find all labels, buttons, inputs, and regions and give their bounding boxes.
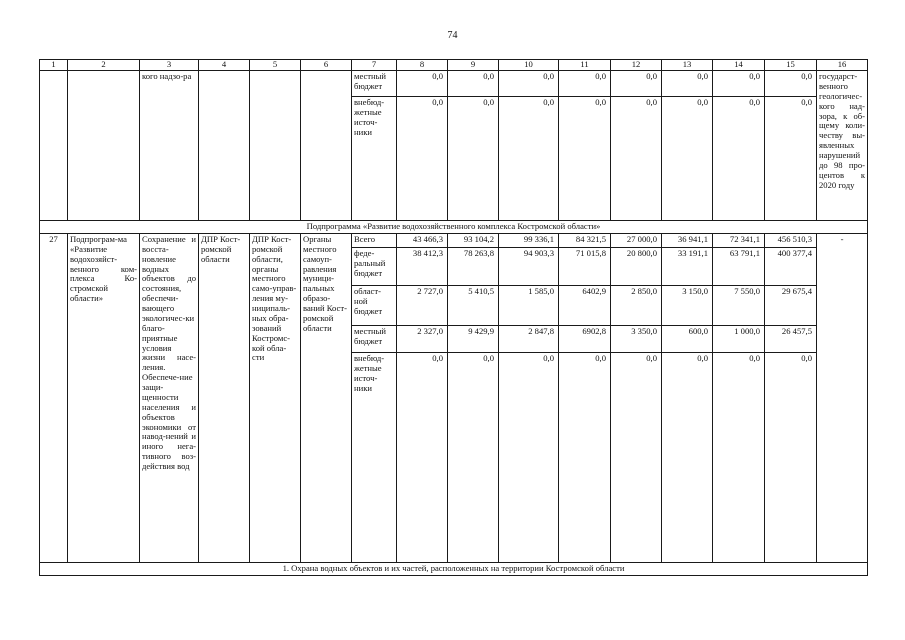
cont-indicator-text: государст-венного геологичес-кого над-зора, к об-щему коли-честву вы-явленных нарушений до 98 про-центов к 2020 году <box>817 71 868 221</box>
column-number: 13 <box>662 60 713 71</box>
column-number: 7 <box>352 60 397 71</box>
value-cell: 36 941,1 <box>662 233 713 247</box>
value-cell: 0,0 <box>662 71 713 97</box>
value-cell: 0,0 <box>397 352 448 562</box>
program-table <box>39 59 868 576</box>
value-cell: 0,0 <box>611 352 662 562</box>
subprogram-name: Подпрограм-ма «Развитие водохозяйст-венного ком-плекса Ко-стромской области» <box>68 233 140 562</box>
value-cell: 26 457,5 <box>765 325 817 352</box>
column-number: 1 <box>40 60 68 71</box>
value-cell: 0,0 <box>713 71 765 97</box>
value-cell: 2 327,0 <box>397 325 448 352</box>
value-cell: 0,0 <box>611 97 662 221</box>
funding-source: внебюд-жетные источ-ники <box>352 97 397 221</box>
column-number: 5 <box>250 60 301 71</box>
column-number: 9 <box>448 60 499 71</box>
value-cell: 1 000,0 <box>713 325 765 352</box>
value-cell: 0,0 <box>765 97 817 221</box>
value-cell: 0,0 <box>499 97 559 221</box>
value-cell: 456 510,3 <box>765 233 817 247</box>
funding-source: местный бюджет <box>352 71 397 97</box>
value-cell: 0,0 <box>559 71 611 97</box>
value-cell: 29 675,4 <box>765 285 817 325</box>
value-cell: 0,0 <box>448 71 499 97</box>
value-cell: 78 263,8 <box>448 247 499 285</box>
value-cell: 0,0 <box>662 97 713 221</box>
value-cell: 3 350,0 <box>611 325 662 352</box>
value-cell: 93 104,2 <box>448 233 499 247</box>
value-cell: 33 191,1 <box>662 247 713 285</box>
value-cell: 600,0 <box>662 325 713 352</box>
column-number: 2 <box>68 60 140 71</box>
cell-blank <box>40 71 68 221</box>
funding-source: феде-ральный бюджет <box>352 247 397 285</box>
section-row <box>40 562 868 575</box>
cell-blank <box>199 71 250 221</box>
cont-goal-text: кого надзо-ра <box>140 71 199 221</box>
cell-blank <box>301 71 352 221</box>
value-cell: 0,0 <box>559 97 611 221</box>
column-number: 10 <box>499 60 559 71</box>
value-cell: 94 903,3 <box>499 247 559 285</box>
column-number: 6 <box>301 60 352 71</box>
value-cell: 1 585,0 <box>499 285 559 325</box>
value-cell: 5 410,5 <box>448 285 499 325</box>
value-cell: 0,0 <box>662 352 713 562</box>
funding-source: местный бюджет <box>352 325 397 352</box>
column-number: 15 <box>765 60 817 71</box>
page-number: 74 <box>447 30 458 41</box>
value-cell: 71 015,8 <box>559 247 611 285</box>
value-cell: 0,0 <box>448 352 499 562</box>
participants: Органы местного самоуп-равления муници-пальных образо-ваний Кост-ромской области <box>301 233 352 562</box>
value-cell: 6402,9 <box>559 285 611 325</box>
coordinator: ДПР Кост-ромской области <box>199 233 250 562</box>
value-cell: 0,0 <box>713 352 765 562</box>
indicator-cell: - <box>817 233 868 562</box>
value-cell: 400 377,4 <box>765 247 817 285</box>
value-cell: 27 000,0 <box>611 233 662 247</box>
column-number: 14 <box>713 60 765 71</box>
funding-source: Всего <box>352 233 397 247</box>
value-cell: 3 150,0 <box>662 285 713 325</box>
cell-blank <box>68 71 140 221</box>
value-cell: 2 727,0 <box>397 285 448 325</box>
value-cell: 9 429,9 <box>448 325 499 352</box>
value-cell: 2 847,8 <box>499 325 559 352</box>
row-number: 27 <box>40 233 68 562</box>
value-cell: 0,0 <box>499 71 559 97</box>
funding-source: внебюд-жетные источ-ники <box>352 352 397 562</box>
subprogram-row <box>40 221 868 234</box>
value-cell: 0,0 <box>499 352 559 562</box>
value-cell: 72 341,1 <box>713 233 765 247</box>
column-number: 16 <box>817 60 868 71</box>
value-cell: 84 321,5 <box>559 233 611 247</box>
subprogram-goal: Сохранение и восста-новление водных объектов до состояния, обеспечи-вающего экологичес-ки благо-приятные условия жизни насе-ления. Обеспече-ние защи-щенности населения и объектов экономики от навод-нений и иного нега-тивного воз-действия вод <box>140 233 199 562</box>
value-cell: 20 800,0 <box>611 247 662 285</box>
value-cell: 38 412,3 <box>397 247 448 285</box>
value-cell: 99 336,1 <box>499 233 559 247</box>
table-row <box>40 233 868 247</box>
value-cell: 2 850,0 <box>611 285 662 325</box>
subprogram-title: Подпрограмма «Развитие водохозяйственного комплекса Костромской области» <box>40 221 868 234</box>
value-cell: 6902,8 <box>559 325 611 352</box>
funding-source: област-ной бюджет <box>352 285 397 325</box>
value-cell: 0,0 <box>448 97 499 221</box>
column-number: 8 <box>397 60 448 71</box>
column-number: 12 <box>611 60 662 71</box>
value-cell: 43 466,3 <box>397 233 448 247</box>
table-row <box>40 71 868 97</box>
value-cell: 0,0 <box>397 71 448 97</box>
column-number: 4 <box>199 60 250 71</box>
executor: ДПР Кост-ромской области, органы местного само-управ-ления му-ниципаль-ных обра-зований Костромс-кой обла-сти <box>250 233 301 562</box>
section-title: 1. Охрана водных объектов и их частей, расположенных на территории Костромской области <box>40 562 868 575</box>
value-cell: 7 550,0 <box>713 285 765 325</box>
value-cell: 0,0 <box>611 71 662 97</box>
value-cell: 0,0 <box>559 352 611 562</box>
value-cell: 0,0 <box>765 71 817 97</box>
value-cell: 0,0 <box>713 97 765 221</box>
column-number-row <box>40 60 868 71</box>
value-cell: 63 791,1 <box>713 247 765 285</box>
value-cell: 0,0 <box>397 97 448 221</box>
value-cell: 0,0 <box>765 352 817 562</box>
column-number: 3 <box>140 60 199 71</box>
cell-blank <box>250 71 301 221</box>
column-number: 11 <box>559 60 611 71</box>
